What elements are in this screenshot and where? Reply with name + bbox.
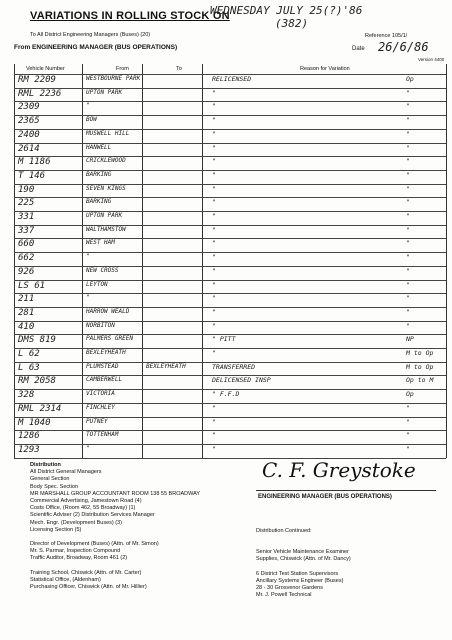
date-value: 26/6/86 — [378, 40, 429, 54]
vehicle-number: 1293 — [18, 444, 40, 455]
vehicle-number: 190 — [18, 184, 35, 195]
status-note: " — [406, 102, 410, 111]
reason-for-variation: " — [212, 102, 216, 111]
distribution-item: Statistical Office, (Aldenham) — [30, 576, 101, 583]
distribution-continued-item: Senior Vehicle Maintenance Examiner — [256, 549, 349, 556]
from-garage: " — [86, 102, 90, 110]
reason-for-variation: " — [212, 431, 216, 440]
signature: C. F. Greystoke — [262, 458, 416, 482]
from-garage: SEVEN KINGS — [86, 184, 126, 192]
from-garage: BOW — [86, 116, 97, 124]
version-label: Version 4400 — [418, 57, 445, 62]
header-to: To — [176, 66, 182, 72]
from-garage: BARKING — [86, 170, 112, 178]
status-note: " — [406, 116, 410, 125]
reason-for-variation: " — [212, 116, 216, 125]
reason-for-variation: " — [212, 212, 216, 220]
from-garage: UPTON PARK — [86, 88, 123, 96]
from-garage: " — [86, 253, 90, 261]
reason-for-variation: " — [212, 349, 216, 357]
distribution-item: Commercial Advertising, Jamestown Road (4) — [30, 498, 142, 505]
from-garage: PLUMSTEAD — [86, 362, 119, 370]
from-garage: UPTON PARK — [86, 212, 123, 219]
from-garage: PUTNEY — [86, 417, 108, 425]
status-note: Op — [406, 390, 414, 399]
vehicle-number: 211 — [18, 294, 35, 305]
reason-for-variation: " — [212, 294, 216, 303]
signature-line — [256, 490, 436, 491]
distribution-item: All District General Managers — [30, 469, 102, 476]
reason-for-variation: " — [212, 403, 216, 412]
distribution-item: Body Spec. Section — [30, 483, 79, 490]
distribution-continued — [256, 528, 446, 599]
distribution-item: Training School, Chiswick (Attn. of Mr. Carter) — [30, 569, 142, 576]
distribution-item: General Section — [30, 476, 70, 483]
form-title-prefix: VARIATIONS IN ROLLING STOCK ON — [30, 10, 230, 22]
vehicle-number: DMS 819 — [18, 335, 56, 346]
table-row — [14, 375, 446, 389]
status-note: " — [406, 170, 410, 179]
table-row — [14, 170, 446, 184]
distribution-item: MR MARSHALL GROUP ACCOUNTANT ROOM 138 55 BROADWAY — [30, 490, 201, 497]
status-note: " — [406, 307, 410, 316]
from-garage: BARKING — [86, 198, 112, 206]
form-title — [30, 10, 230, 22]
table-row — [14, 88, 446, 102]
status-note: NP — [406, 335, 414, 344]
from-garage: " — [86, 294, 90, 302]
handwritten-number: (382) — [275, 17, 309, 30]
distribution-continued-item — [256, 564, 446, 571]
status-note: " — [406, 198, 410, 207]
table-row — [14, 156, 446, 170]
reason-for-variation: " — [212, 225, 216, 234]
table-row — [14, 115, 446, 129]
status-note: " — [406, 431, 410, 440]
reason-for-variation: TRANSFERRED — [212, 362, 256, 371]
reason-for-variation: " — [212, 88, 216, 97]
date-label: Date — [352, 46, 365, 52]
from-garage: PALMERS GREEN — [86, 335, 133, 343]
from-garage: NEW CROSS — [86, 266, 119, 274]
table-row — [14, 74, 446, 88]
distribution-item: Traffic Auditor, Broadway, Room 461 (2) — [30, 555, 128, 562]
variations-table — [14, 64, 446, 458]
vehicle-number: RML 2314 — [18, 403, 62, 414]
reason-for-variation: " — [212, 280, 216, 289]
distribution-continued-item — [256, 535, 446, 542]
distribution-item: Scientific Adviser (2) Distribution Services Manager — [30, 512, 155, 519]
vehicle-number: 410 — [18, 321, 35, 332]
vehicle-number: 2400 — [18, 129, 40, 140]
table-row — [14, 417, 446, 431]
table-row — [14, 101, 446, 115]
reason-for-variation: " — [212, 321, 216, 330]
to-garage: BEXLEYHEATH — [146, 362, 186, 370]
distribution-continued-item: 28 - 30 Grosvenor Gardens — [256, 585, 323, 592]
status-note: " — [406, 417, 410, 426]
distribution-item: Licensing Section (5) — [30, 526, 82, 533]
table-row — [14, 444, 446, 458]
vehicle-number: RM 2209 — [18, 75, 56, 85]
from-garage: MUSWELL HILL — [86, 129, 130, 137]
table-row — [14, 348, 446, 362]
vehicle-number: 926 — [18, 266, 35, 277]
reason-for-variation: " — [212, 444, 216, 453]
reason-for-variation: " — [212, 239, 216, 248]
distribution-item — [30, 534, 260, 541]
from-garage: WALTHAMSTOW — [86, 225, 126, 233]
reason-for-variation: RELICENSED — [212, 75, 252, 83]
vehicle-number: RM 2058 — [18, 376, 56, 387]
table-row — [14, 430, 446, 444]
reason-for-variation: " F.F.D — [212, 390, 240, 399]
from-garage: WEST HAM — [86, 239, 115, 247]
reason-for-variation: " — [212, 198, 216, 207]
vehicle-number: 660 — [18, 239, 35, 250]
table-row — [14, 238, 446, 252]
from-garage: LEYTON — [86, 280, 108, 288]
status-note: " — [406, 253, 410, 262]
table-row — [14, 403, 446, 417]
reference: Reference 105/1/ — [365, 33, 408, 39]
reason-for-variation: " — [212, 266, 216, 275]
vehicle-number: M 1040 — [18, 417, 51, 428]
vehicle-number: M 1186 — [18, 157, 51, 168]
vehicle-number: LS 61 — [18, 280, 46, 291]
status-note: " — [406, 129, 410, 138]
from-garage: CAMBERWELL — [86, 376, 123, 384]
table-row — [14, 389, 446, 403]
status-note: " — [406, 143, 410, 152]
header-vehicle: Vehicle Number — [26, 66, 65, 72]
to-line: To All District Engineering Managers (Buses) (20) — [30, 32, 151, 38]
status-note: Op — [406, 75, 414, 83]
vehicle-number: T 146 — [18, 170, 46, 181]
reason-for-variation: " — [212, 129, 216, 138]
vehicle-number: 2309 — [18, 102, 40, 113]
from-garage: NORBITON — [86, 321, 115, 329]
distribution-continued-item: Distribution Continued: — [256, 528, 312, 534]
distribution-item: Purchasing Officer, Chiswick (Attn. of Mr. Hillier) — [30, 584, 147, 591]
table-row — [14, 321, 446, 335]
reason-for-variation: " — [212, 157, 216, 166]
status-note: " — [406, 294, 410, 303]
vehicle-number: 662 — [18, 253, 35, 264]
reason-for-variation: " — [212, 170, 216, 179]
from-garage: " — [86, 444, 90, 452]
from-garage: VICTORIA — [86, 390, 115, 398]
status-note: " — [406, 403, 410, 412]
table-row — [14, 362, 446, 376]
distribution-continued-item: Supplies, Chiswick (Attn. of Mr. Dancy) — [256, 556, 351, 563]
vehicle-number: 331 — [18, 212, 35, 222]
vehicle-number: 2365 — [18, 116, 40, 127]
status-note: " — [406, 444, 410, 453]
engineering-manager-label: ENGINEERING MANAGER (BUS OPERATIONS) — [258, 494, 392, 500]
distribution-item — [30, 563, 260, 570]
distribution-item: Distribution — [30, 462, 61, 468]
status-note: " — [406, 157, 410, 166]
reason-for-variation: " PITT — [212, 335, 236, 344]
table-row — [14, 143, 446, 157]
table-row — [14, 211, 446, 225]
status-note: " — [406, 225, 410, 234]
distribution-continued-item: Mr. J. Powell Technical — [256, 592, 312, 599]
distribution-continued-item: Ancillary Systems Engineer (Buses) — [256, 577, 344, 584]
status-note: " — [406, 321, 410, 330]
from-garage: TOTTENHAM — [86, 431, 119, 439]
from-garage: HARROW WEALD — [86, 307, 130, 315]
status-note: " — [406, 239, 410, 248]
vehicle-number: L 62 — [18, 349, 40, 359]
reason-for-variation: " — [212, 417, 216, 426]
reason-for-variation: " — [212, 307, 216, 316]
from-garage: WESTBOURNE PARK — [86, 75, 141, 82]
status-note: M to Op — [406, 362, 434, 371]
status-note: Op to M — [406, 376, 434, 385]
vehicle-number: 2614 — [18, 143, 40, 154]
from-garage: FINCHLEY — [86, 403, 115, 411]
table-row — [14, 266, 446, 280]
table-row — [14, 334, 446, 348]
from-garage: CRICKLEWOOD — [86, 157, 126, 165]
vehicle-number: 225 — [18, 198, 35, 209]
distribution-continued-item: 6 District Test Station Supervisors — [256, 570, 339, 577]
from-garage: BEXLEYHEATH — [86, 349, 126, 356]
status-note: M to Op — [406, 349, 434, 357]
status-note: " — [406, 280, 410, 289]
distribution-item: Costs Office, (Room 462, 55 Broadway) (1) — [30, 505, 136, 512]
status-note: " — [406, 212, 410, 220]
vehicle-number: 328 — [18, 390, 35, 401]
from-garage: HANWELL — [86, 143, 112, 151]
distribution-item: Mr. S. Parmar, Inspection Compound — [30, 548, 121, 555]
header-from: From — [116, 66, 129, 72]
table-row — [14, 280, 446, 294]
table-row — [14, 225, 446, 239]
vehicle-number: RML 2236 — [18, 88, 62, 99]
table-row — [14, 252, 446, 266]
vehicle-number: L 63 — [18, 362, 40, 373]
table-row — [14, 129, 446, 143]
status-note: " — [406, 266, 410, 275]
reason-for-variation: " — [212, 143, 216, 152]
table-row — [14, 197, 446, 211]
distribution-item: Director of Development (Buses) (Attn. of Mr. Simon) — [30, 541, 159, 548]
reason-for-variation: " — [212, 253, 216, 262]
header-reason: Reason for Variation — [300, 66, 350, 72]
vehicle-number: 1286 — [18, 431, 40, 442]
table-row — [14, 307, 446, 321]
reason-for-variation: " — [212, 184, 216, 193]
reason-for-variation: DELICENSED INSP — [212, 376, 271, 385]
table-row — [14, 184, 446, 198]
from-line: From ENGINEERING MANAGER (BUS OPERATIONS) — [14, 44, 178, 51]
vehicle-number: 281 — [18, 307, 35, 318]
status-note: " — [406, 184, 410, 193]
status-note: " — [406, 88, 410, 97]
distribution-list — [30, 462, 260, 591]
handwritten-date: WEDNESDAY JULY 25(?)'86 — [210, 4, 363, 17]
distribution-item: Mech. Engr. (Development Buses) (3) — [30, 519, 123, 526]
distribution-continued-item — [256, 542, 446, 549]
vehicle-number: 337 — [18, 225, 35, 236]
table-row — [14, 293, 446, 307]
